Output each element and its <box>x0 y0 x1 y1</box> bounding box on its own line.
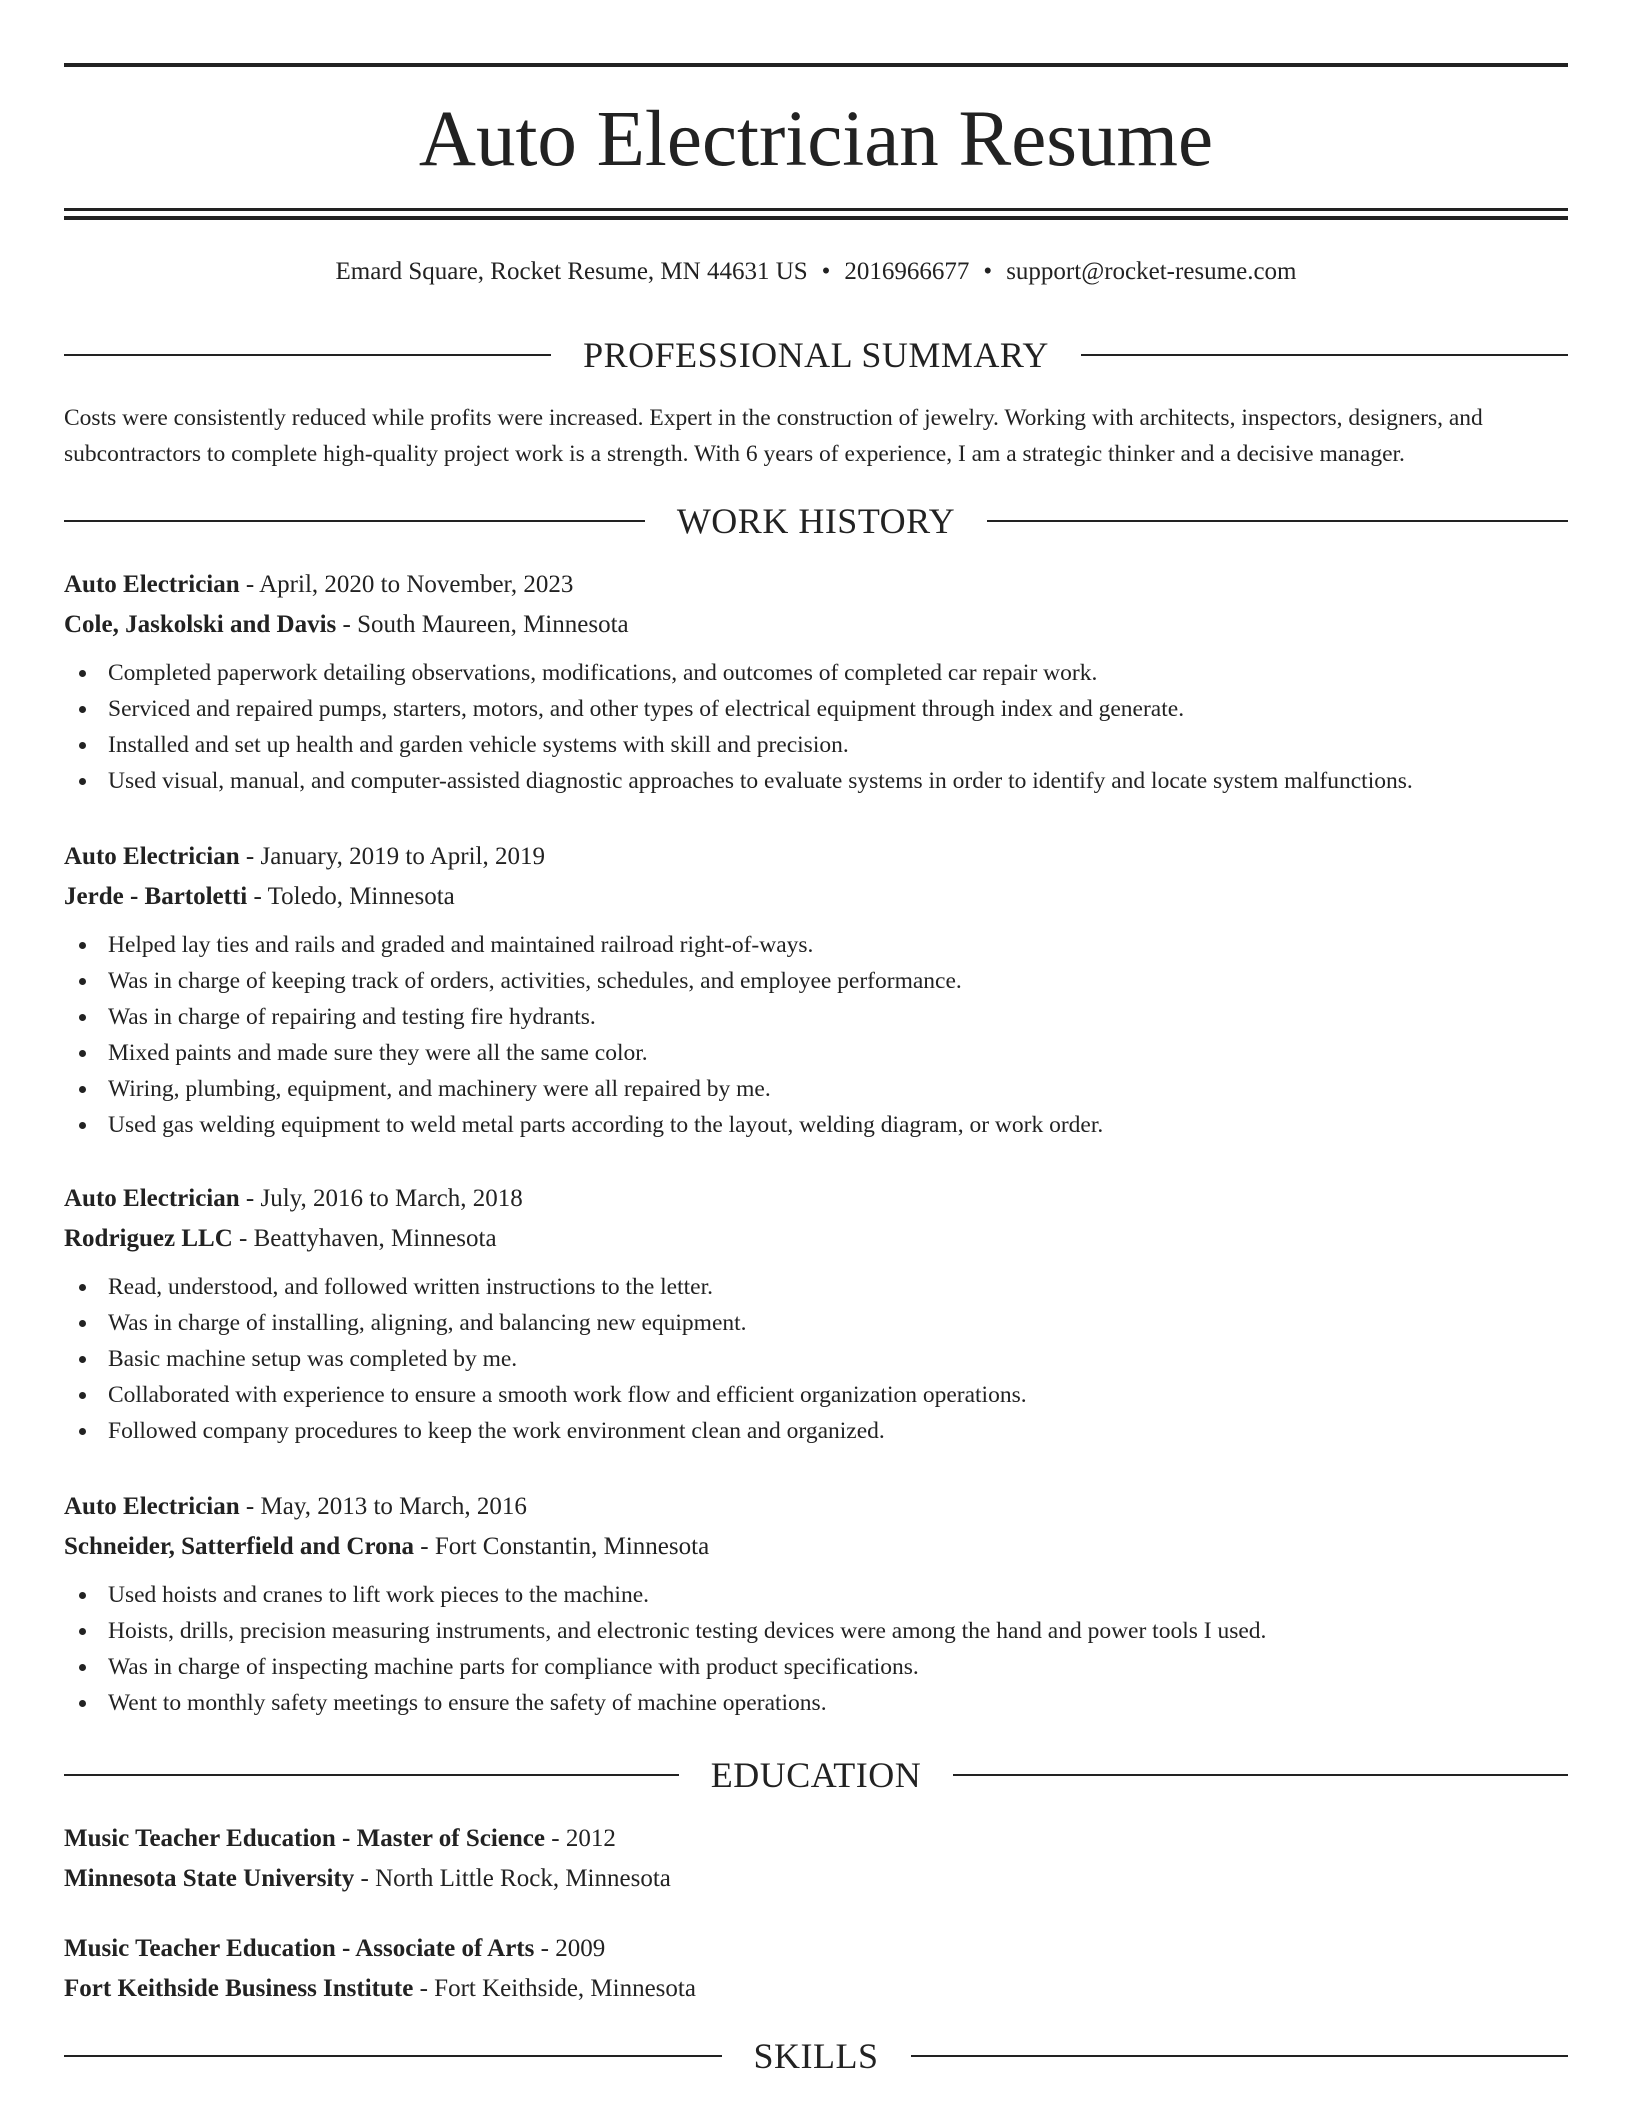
job-title-row <box>64 837 1568 877</box>
contact-separator: • <box>983 258 993 285</box>
section-rule-right <box>1081 354 1568 356</box>
dash: - <box>247 883 268 910</box>
job-company: Schneider, Satterfield and Crona <box>64 1533 415 1560</box>
list-item: Was in charge of repairing and testing fire hydrants. <box>64 999 1568 1035</box>
education-school: Fort Keithside Business Institute <box>64 1975 414 2002</box>
section-header-summary <box>64 333 1568 377</box>
list-item: Helped lay ties and rails and graded and maintained railroad right-of-ways. <box>64 927 1568 963</box>
job-location: South Maureen, Minnesota <box>357 611 629 638</box>
contact-line <box>64 255 1568 289</box>
education-school: Minnesota State University <box>64 1865 355 1892</box>
education-year: 2012 <box>565 1825 616 1852</box>
dash: - <box>239 1185 261 1212</box>
job-company-row <box>64 1219 1568 1259</box>
job-entry <box>64 1179 1568 1449</box>
dash: - <box>413 1975 435 2002</box>
education-degree: Music Teacher Education - Master of Science <box>64 1825 545 1852</box>
resume-title: Auto Electrician Resume <box>418 96 1214 183</box>
list-item: Was in charge of inspecting machine parts for compliance with product specifications. <box>64 1649 1568 1685</box>
dash: - <box>239 571 260 598</box>
job-entry <box>64 1487 1568 1721</box>
job-title-row <box>64 1487 1568 1527</box>
list-item: Mixed paints and made sure they were all the same color. <box>64 1035 1568 1071</box>
education-degree-row <box>64 1819 1568 1859</box>
job-title-row <box>64 1179 1568 1219</box>
job-bullets <box>64 1269 1568 1449</box>
job-company-row <box>64 1527 1568 1567</box>
dash: - <box>232 1225 254 1252</box>
job-dates: April, 2020 to November, 2023 <box>259 571 574 598</box>
section-rule-right <box>987 520 1568 522</box>
section-rule-right <box>911 2055 1569 2057</box>
dash: - <box>239 843 261 870</box>
job-company-row <box>64 877 1568 917</box>
list-item: Installed and set up health and garden vehicle systems with skill and precision. <box>64 727 1568 763</box>
education-year: 2009 <box>555 1935 606 1962</box>
dash: - <box>354 1865 376 1892</box>
job-dates: January, 2019 to April, 2019 <box>260 843 545 870</box>
education-school-row <box>64 1859 1568 1899</box>
list-item: Followed company procedures to keep the work environment clean and organized. <box>64 1413 1568 1449</box>
job-dates: May, 2013 to March, 2016 <box>260 1493 527 1520</box>
job-entry <box>64 837 1568 1143</box>
contact-address: Emard Square, Rocket Resume, MN 44631 US <box>335 258 808 285</box>
section-header-skills <box>64 2034 1568 2078</box>
double-rule <box>64 208 1568 220</box>
list-item: Basic machine setup was completed by me. <box>64 1341 1568 1377</box>
section-rule-left <box>64 520 645 522</box>
job-bullets <box>64 1577 1568 1721</box>
education-degree-row <box>64 1929 1568 1969</box>
list-item: Was in charge of keeping track of orders, activities, schedules, and employee performance. <box>64 963 1568 999</box>
section-rule-left <box>64 354 551 356</box>
job-title: Auto Electrician <box>64 1493 240 1520</box>
job-title-row <box>64 565 1568 605</box>
contact-separator: • <box>821 258 831 285</box>
education-degree: Music Teacher Education - Associate of Arts <box>64 1935 535 1962</box>
list-item: Was in charge of installing, aligning, and balancing new equipment. <box>64 1305 1568 1341</box>
job-title: Auto Electrician <box>64 1185 240 1212</box>
job-title: Auto Electrician <box>64 843 240 870</box>
section-title-skills: SKILLS <box>753 2036 879 2076</box>
contact-phone: 2016966677 <box>844 258 970 285</box>
job-location: Toledo, Minnesota <box>267 883 455 910</box>
job-dates: July, 2016 to March, 2018 <box>260 1185 523 1212</box>
list-item: Collaborated with experience to ensure a smooth work flow and efficient organization operations. <box>64 1377 1568 1413</box>
education-location: North Little Rock, Minnesota <box>375 1865 671 1892</box>
section-header-education <box>64 1753 1568 1797</box>
job-company: Rodriguez LLC <box>64 1225 233 1252</box>
list-item: Wiring, plumbing, equipment, and machinery were all repaired by me. <box>64 1071 1568 1107</box>
dash: - <box>414 1533 435 1560</box>
job-entry <box>64 565 1568 799</box>
section-rule-right <box>953 1774 1568 1776</box>
list-item: Read, understood, and followed written instructions to the letter. <box>64 1269 1568 1305</box>
dash: - <box>534 1935 556 1962</box>
summary-text: Costs were consistently reduced while profits were increased. Expert in the construction of jewelry. Working with architects, inspectors, designers, and subcontractors to complete high-quality project work is a strength. With 6 years of experience, I am a strategic thinker and a decisive manager. <box>64 405 1483 467</box>
education-school-row <box>64 1969 1568 2009</box>
section-header-work <box>64 499 1568 543</box>
list-item: Hoists, drills, precision measuring instruments, and electronic testing devices were among the hand and power tools I used. <box>64 1613 1568 1649</box>
job-title: Auto Electrician <box>64 571 240 598</box>
list-item: Used hoists and cranes to lift work pieces to the machine. <box>64 1577 1568 1613</box>
list-item: Used gas welding equipment to weld metal parts according to the layout, welding diagram, or work order. <box>64 1107 1568 1143</box>
job-bullets <box>64 655 1568 799</box>
list-item: Completed paperwork detailing observations, modifications, and outcomes of completed car repair work. <box>64 655 1568 691</box>
job-company: Cole, Jaskolski and Davis <box>64 611 337 638</box>
dash: - <box>544 1825 566 1852</box>
education-location: Fort Keithside, Minnesota <box>434 1975 696 2002</box>
section-rule-left <box>64 2055 722 2057</box>
list-item: Went to monthly safety meetings to ensure the safety of machine operations. <box>64 1685 1568 1721</box>
job-location: Fort Constantin, Minnesota <box>434 1533 710 1560</box>
education-entry <box>64 1929 1568 2009</box>
dash: - <box>336 611 358 638</box>
job-company: Jerde - Bartoletti <box>64 883 248 910</box>
list-item: Used visual, manual, and computer-assisted diagnostic approaches to evaluate systems in order to identify and locate system malfunctions. <box>64 763 1568 799</box>
job-company-row <box>64 605 1568 645</box>
section-title-education: EDUCATION <box>710 1755 922 1795</box>
education-entry <box>64 1819 1568 1899</box>
top-rule <box>64 63 1568 67</box>
list-item: Serviced and repaired pumps, starters, motors, and other types of electrical equipment through index and generate. <box>64 691 1568 727</box>
section-title-work: WORK HISTORY <box>676 501 956 541</box>
dash: - <box>239 1493 261 1520</box>
section-title-summary: PROFESSIONAL SUMMARY <box>583 335 1049 375</box>
section-rule-left <box>64 1774 679 1776</box>
job-bullets <box>64 927 1568 1143</box>
job-location: Beattyhaven, Minnesota <box>253 1225 497 1252</box>
contact-email: support@rocket-resume.com <box>1006 258 1297 285</box>
